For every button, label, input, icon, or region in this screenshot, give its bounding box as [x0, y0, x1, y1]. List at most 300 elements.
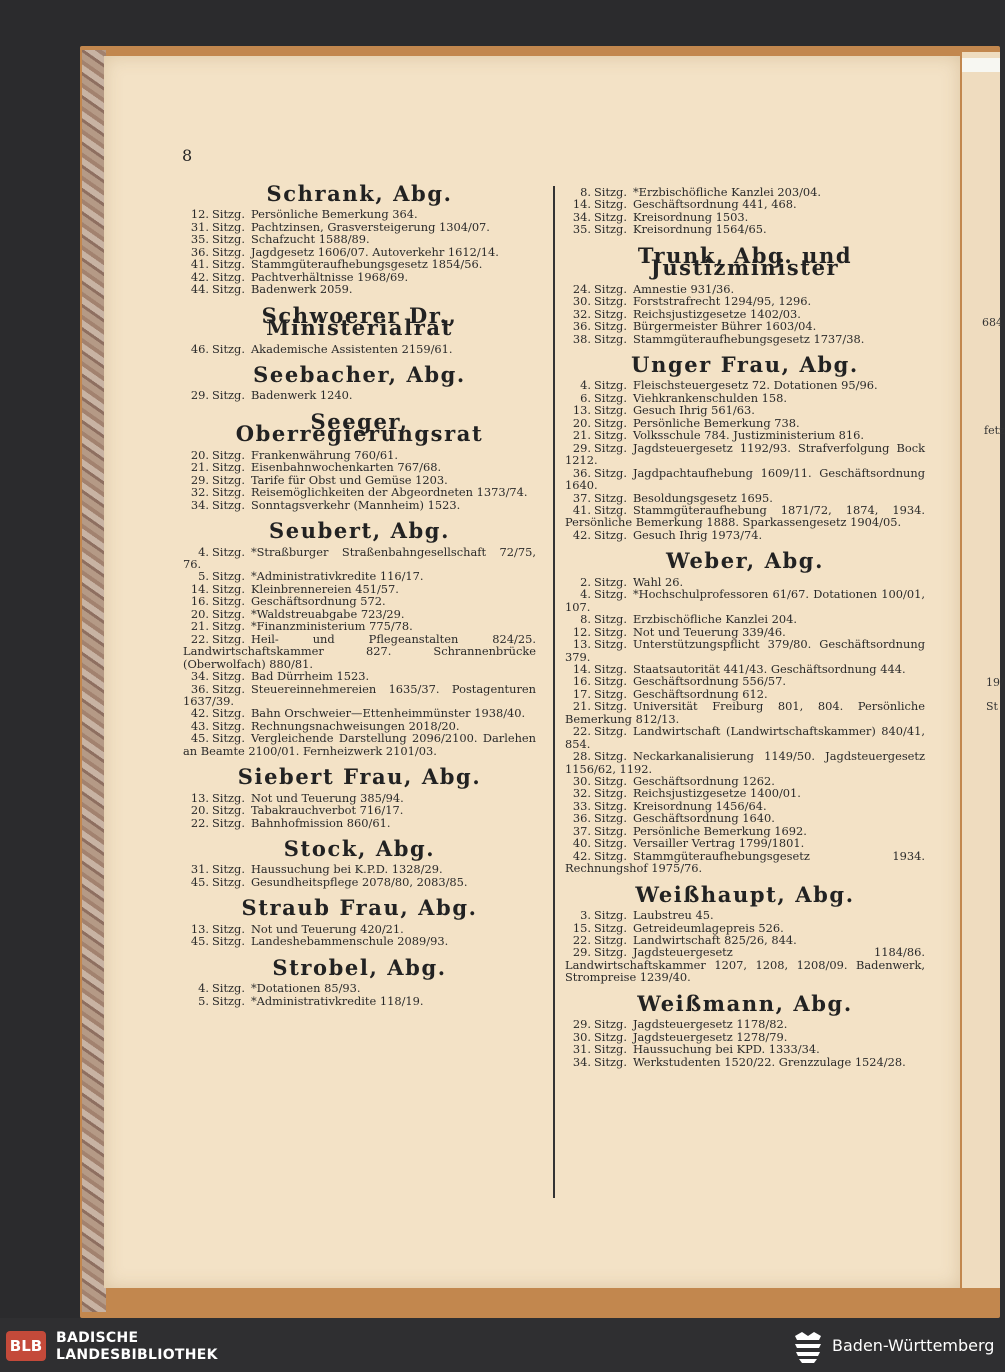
- session-reference: [565, 638, 925, 663]
- session-number: 14.: [190, 581, 209, 596]
- entry-heading: Siebert Frau, Abg.: [237, 764, 482, 790]
- topic-text: Gesundheitspflege 2078/80, 2083/85.: [250, 874, 468, 889]
- page-number: 8: [182, 146, 193, 165]
- blb-logo[interactable]: BLB: [6, 1331, 46, 1361]
- session-label: Sitzg.: [212, 460, 245, 475]
- column-divider: [553, 186, 555, 1198]
- session-label: Sitzg.: [212, 485, 245, 500]
- session-label: Sitzg.: [594, 637, 627, 652]
- session-reference: [183, 343, 536, 355]
- topic-text: Pachtverhältnisse 1968/69.: [250, 269, 409, 284]
- session-reference: [183, 683, 536, 708]
- topic-text: Tarife für Obst und Gemüse 1203.: [250, 472, 448, 487]
- session-number: 46.: [190, 341, 209, 356]
- session-number: 30.: [572, 1029, 591, 1044]
- topic-text: Persönliche Bemerkung 738.: [632, 415, 800, 430]
- topic-text: Wahl 26.: [632, 574, 684, 589]
- session-number: 13.: [190, 921, 209, 936]
- topic-text: Haussuchung bei KPD. 1333/34.: [632, 1042, 820, 1057]
- session-reference: [183, 499, 536, 511]
- session-label: Sitzg.: [594, 798, 627, 813]
- session-number: 14.: [572, 661, 591, 676]
- topic-text: Geschäftsordnung 572.: [250, 594, 386, 609]
- session-reference: [565, 333, 925, 345]
- index-entry: [565, 186, 925, 236]
- session-number: 29.: [572, 1017, 591, 1032]
- session-reference: [565, 850, 925, 875]
- session-label: Sitzg.: [212, 631, 245, 646]
- topic-text: Jagdsteuergesetz 1278/79.: [632, 1029, 788, 1044]
- session-label: Sitzg.: [212, 497, 245, 512]
- session-label: Sitzg.: [594, 502, 627, 517]
- session-number: 22.: [190, 815, 209, 830]
- topic-text: Geschäftsordnung 1262.: [632, 774, 775, 789]
- topic-text: Forststrafrecht 1294/95, 1296.: [632, 294, 812, 309]
- entry-heading: Seeger, Oberregierungsrat: [235, 408, 484, 447]
- session-reference: [183, 633, 536, 670]
- entry-heading: Schwoerer Dr., Ministerialrat: [261, 302, 458, 341]
- session-label: Sitzg.: [594, 836, 627, 851]
- topic-text: *Administrativkredite 116/17.: [250, 569, 424, 584]
- session-label: Sitzg.: [212, 803, 245, 818]
- session-number: 31.: [190, 219, 209, 234]
- session-label: Sitzg.: [594, 294, 627, 309]
- topic-text: Jagdpachtaufhebung 1609/11. Geschäftsordnung 1640.: [565, 465, 925, 493]
- session-label: Sitzg.: [212, 594, 245, 609]
- session-number: 43.: [190, 718, 209, 733]
- topic-text: Eisenbahnwochenkarten 767/68.: [250, 460, 442, 475]
- session-number: 8.: [580, 612, 591, 627]
- topic-text: Neckarkanalisierung 1149/50. Jagdsteuergesetz 1156/62, 1192.: [565, 749, 925, 776]
- session-label: Sitzg.: [594, 1042, 627, 1057]
- session-number: 38.: [572, 331, 591, 346]
- session-label: Sitzg.: [212, 207, 245, 222]
- session-number: 24.: [572, 281, 591, 296]
- topic-text: *Finanzministerium 775/78.: [250, 619, 413, 634]
- session-number: 29.: [190, 388, 209, 403]
- topic-text: Reisemöglichkeiten der Abgeordneten 1373/74.: [250, 485, 528, 500]
- session-label: Sitzg.: [212, 606, 245, 621]
- topic-text: Viehkrankenschulden 158.: [632, 390, 788, 405]
- next-page-fragment: fetz: [984, 424, 1005, 437]
- topic-text: Akademische Assistenten 2159/61.: [250, 341, 453, 356]
- topic-text: Volksschule 784. Justizministerium 816.: [632, 428, 865, 443]
- index-entry: [183, 181, 536, 297]
- session-label: Sitzg.: [594, 1029, 627, 1044]
- session-number: 8.: [580, 185, 591, 199]
- session-label: Sitzg.: [594, 811, 627, 826]
- topic-text: Not und Teuerung 420/21.: [250, 921, 404, 936]
- session-label: Sitzg.: [212, 282, 245, 297]
- session-number: 13.: [572, 637, 591, 652]
- index-entry: [183, 302, 536, 356]
- page-tab: [962, 58, 1000, 72]
- topic-text: Frankenwährung 760/61.: [250, 447, 398, 462]
- topic-text: Jagdsteuergesetz 1192/93. Strafverfolgung Bock 1212.: [565, 440, 925, 468]
- session-label: Sitzg.: [594, 281, 627, 296]
- session-number: 32.: [190, 485, 209, 500]
- next-page-fragment: 684: [982, 316, 1003, 329]
- next-page-fragment: 19/: [986, 676, 1004, 689]
- index-entry: [183, 361, 536, 403]
- session-label: Sitzg.: [594, 920, 627, 935]
- topic-text: Landeshebammenschule 2089/93.: [250, 934, 449, 949]
- topic-text: Schafzucht 1588/89.: [250, 232, 370, 247]
- topic-text: Amnestie 931/36.: [632, 281, 735, 296]
- index-entry: [183, 836, 536, 889]
- topic-text: Pachtzinsen, Grasversteigerung 1304/07.: [250, 219, 490, 234]
- topic-text: Not und Teuerung 339/46.: [632, 624, 786, 639]
- session-number: 34.: [572, 1054, 591, 1069]
- index-entry: [565, 351, 925, 542]
- topic-text: Badenwerk 2059.: [250, 282, 353, 297]
- topic-text: Persönliche Bemerkung 1692.: [632, 823, 807, 838]
- topic-text: Vergleichende Darstellung 2096/2100. Darlehen an Beamte 2100/01. Fernheizwerk 2101/03.: [183, 731, 536, 758]
- session-number: 13.: [572, 403, 591, 418]
- session-number: 20.: [190, 803, 209, 818]
- session-number: 42.: [190, 706, 209, 721]
- topic-text: Geschäftsordnung 612.: [632, 686, 768, 701]
- session-number: 37.: [572, 490, 591, 505]
- session-label: Sitzg.: [594, 823, 627, 838]
- index-entry: [565, 881, 925, 985]
- topic-text: Jagdgesetz 1606/07. Autoverkehr 1612/14.: [250, 244, 499, 259]
- topic-text: *Dotationen 85/93.: [250, 981, 361, 996]
- session-number: 34.: [572, 209, 591, 224]
- session-number: 20.: [572, 415, 591, 430]
- session-reference: [565, 529, 925, 541]
- entry-heading: Unger Frau, Abg.: [631, 351, 859, 377]
- session-reference: [565, 223, 925, 235]
- session-number: 45.: [190, 874, 209, 889]
- session-number: 29.: [572, 945, 591, 960]
- session-label: Sitzg.: [212, 981, 245, 996]
- session-number: 42.: [190, 269, 209, 284]
- session-number: 2.: [580, 574, 591, 589]
- session-number: 36.: [190, 244, 209, 259]
- topic-text: Stammgüteraufhebung 1871/72, 1874, 1934. Persönliche Bemerkung 1888. Sparkassengesetz 1904/05.: [565, 502, 925, 530]
- session-reference: [565, 700, 925, 725]
- session-label: Sitzg.: [212, 581, 245, 596]
- topic-text: Tabakrauchverbot 716/17.: [250, 803, 404, 818]
- session-label: Sitzg.: [594, 185, 627, 199]
- topic-text: Rechnungsnachweisungen 2018/20.: [250, 718, 460, 733]
- coat-of-arms-icon: [792, 1330, 824, 1364]
- session-reference: [565, 442, 925, 467]
- index-entry: [183, 954, 536, 1008]
- session-label: Sitzg.: [594, 933, 627, 948]
- session-label: Sitzg.: [594, 1054, 627, 1069]
- topic-text: Geschäftsordnung 556/57.: [632, 674, 786, 689]
- session-number: 4.: [198, 981, 209, 996]
- session-number: 44.: [190, 282, 209, 297]
- session-number: 36.: [190, 681, 209, 696]
- topic-text: Geschäftsordnung 1640.: [632, 811, 775, 826]
- session-reference: [565, 946, 925, 983]
- session-number: 6.: [580, 390, 591, 405]
- state-name[interactable]: Baden-Württemberg: [832, 1336, 995, 1355]
- index-entry: [565, 548, 925, 876]
- topic-text: *Hochschulprofessoren 61/67. Dotationen 100/01, 107.: [565, 587, 925, 614]
- session-number: 22.: [572, 933, 591, 948]
- session-number: 45.: [190, 934, 209, 949]
- session-label: Sitzg.: [594, 686, 627, 701]
- session-label: Sitzg.: [212, 921, 245, 936]
- session-label: Sitzg.: [212, 244, 245, 259]
- session-label: Sitzg.: [594, 661, 627, 676]
- session-number: 29.: [190, 472, 209, 487]
- session-reference: [565, 725, 925, 750]
- session-number: 31.: [190, 862, 209, 877]
- session-number: 20.: [190, 447, 209, 462]
- topic-text: Staatsautorität 441/43. Geschäftsordnung 444.: [632, 661, 906, 676]
- session-number: 34.: [190, 497, 209, 512]
- session-label: Sitzg.: [594, 527, 627, 542]
- session-label: Sitzg.: [212, 569, 245, 584]
- session-reference: [565, 467, 925, 492]
- session-reference: [183, 817, 536, 829]
- session-label: Sitzg.: [594, 490, 627, 505]
- session-number: 21.: [572, 428, 591, 443]
- session-label: Sitzg.: [212, 388, 245, 403]
- session-number: 34.: [190, 669, 209, 684]
- index-entry: [183, 895, 536, 949]
- session-number: 13.: [190, 790, 209, 805]
- session-label: Sitzg.: [212, 219, 245, 234]
- topic-text: Heil- und Pflegeanstalten 824/25. Landwirtschaftskammer 827. Schrannenbrücke (Oberwolfach) 880/81.: [183, 631, 536, 671]
- session-reference: [183, 283, 536, 295]
- session-reference: [183, 935, 536, 947]
- session-label: Sitzg.: [212, 706, 245, 721]
- session-number: 31.: [572, 1042, 591, 1057]
- session-label: Sitzg.: [212, 681, 245, 696]
- session-number: 16.: [572, 674, 591, 689]
- session-label: Sitzg.: [212, 619, 245, 634]
- session-number: 4.: [580, 378, 591, 393]
- index-entry: [565, 990, 925, 1069]
- topic-text: Versailler Vertrag 1799/1801.: [632, 836, 805, 851]
- topic-text: Gesuch Ihrig 1973/74.: [632, 527, 763, 542]
- session-label: Sitzg.: [594, 331, 627, 346]
- entry-heading: Seebacher, Abg.: [253, 361, 466, 387]
- next-page-fragment: St: [986, 700, 998, 713]
- next-page-edge: [962, 52, 1005, 1288]
- entry-heading: Strobel, Abg.: [272, 954, 447, 980]
- session-reference: [565, 750, 925, 775]
- session-number: 35.: [572, 222, 591, 237]
- session-label: Sitzg.: [212, 862, 245, 877]
- session-number: 35.: [190, 232, 209, 247]
- topic-text: Laubstreu 45.: [632, 908, 714, 923]
- session-label: Sitzg.: [594, 574, 627, 589]
- session-label: Sitzg.: [212, 731, 245, 746]
- session-number: 30.: [572, 294, 591, 309]
- topic-text: Gesuch Ihrig 561/63.: [632, 403, 755, 418]
- topic-text: Fleischsteuergesetz 72. Dotationen 95/96.: [632, 378, 878, 393]
- session-label: Sitzg.: [594, 403, 627, 418]
- session-reference: [183, 876, 536, 888]
- right-column: [565, 186, 925, 1082]
- entry-heading: Weber, Abg.: [665, 548, 824, 574]
- session-number: 36.: [572, 465, 591, 480]
- session-label: Sitzg.: [594, 908, 627, 923]
- topic-text: Jagdsteuergesetz 1178/82.: [632, 1017, 788, 1032]
- session-label: Sitzg.: [212, 269, 245, 284]
- entry-heading: Schrank, Abg.: [266, 181, 453, 206]
- session-number: 5.: [198, 569, 209, 584]
- topic-text: Stammgüteraufhebungsgesetz 1737/38.: [632, 331, 865, 346]
- topic-text: Jagdsteuergesetz 1184/86. Landwirtschaftskammer 1207, 1208, 1208/09. Badenwerk, Strompreise 1239/40.: [565, 945, 925, 985]
- session-label: Sitzg.: [212, 232, 245, 247]
- session-label: Sitzg.: [212, 993, 245, 1008]
- topic-text: Bad Dürrheim 1523.: [250, 669, 370, 684]
- topic-text: Kreisordnung 1456/64.: [632, 798, 767, 813]
- entry-heading: Trunk, Abg. und Justizminister: [637, 242, 853, 281]
- session-label: Sitzg.: [212, 874, 245, 889]
- session-label: Sitzg.: [594, 624, 627, 639]
- topic-text: Geschäftsordnung 441, 468.: [632, 197, 797, 212]
- session-label: Sitzg.: [212, 341, 245, 356]
- session-label: Sitzg.: [594, 774, 627, 789]
- session-label: Sitzg.: [212, 447, 245, 462]
- session-number: 40.: [572, 836, 591, 851]
- session-number: 36.: [572, 811, 591, 826]
- session-number: 32.: [572, 786, 591, 801]
- session-number: 29.: [572, 440, 591, 455]
- session-number: 20.: [190, 606, 209, 621]
- topic-text: *Erzbischöfliche Kanzlei 203/04.: [632, 185, 822, 199]
- session-label: Sitzg.: [594, 1017, 627, 1032]
- topic-text: Haussuchung bei K.P.D. 1328/29.: [250, 862, 443, 877]
- entry-heading: Straub Frau, Abg.: [241, 895, 478, 921]
- session-label: Sitzg.: [594, 674, 627, 689]
- session-number: 42.: [572, 848, 591, 863]
- topic-text: Stammgüteraufhebungsgesetz 1854/56.: [250, 257, 483, 272]
- topic-text: Not und Teuerung 385/94.: [250, 790, 404, 805]
- topic-text: Bürgermeister Bührer 1603/04.: [632, 319, 817, 334]
- topic-text: Bahn Orschweier—Ettenheimmünster 1938/40.: [250, 706, 526, 721]
- session-label: Sitzg.: [594, 415, 627, 430]
- session-number: 16.: [190, 594, 209, 609]
- session-label: Sitzg.: [594, 390, 627, 405]
- library-name[interactable]: [56, 1330, 218, 1364]
- session-number: 21.: [190, 460, 209, 475]
- session-number: 36.: [572, 319, 591, 334]
- session-number: 37.: [572, 823, 591, 838]
- entry-heading: Weißhaupt, Abg.: [635, 881, 855, 907]
- session-label: Sitzg.: [594, 319, 627, 334]
- session-label: Sitzg.: [212, 472, 245, 487]
- session-number: 12.: [572, 624, 591, 639]
- session-number: 22.: [572, 724, 591, 739]
- session-reference: [183, 995, 536, 1007]
- entry-heading: Weißmann, Abg.: [637, 990, 853, 1016]
- session-number: 21.: [190, 619, 209, 634]
- session-label: Sitzg.: [212, 257, 245, 272]
- session-label: Sitzg.: [212, 815, 245, 830]
- session-number: 5.: [198, 993, 209, 1008]
- topic-text: Reichsjustizgesetze 1402/03.: [632, 306, 801, 321]
- index-entry: [565, 242, 925, 346]
- topic-text: Persönliche Bemerkung 364.: [250, 207, 418, 222]
- session-label: Sitzg.: [212, 669, 245, 684]
- topic-text: Erzbischöfliche Kanzlei 204.: [632, 612, 798, 627]
- index-entry: [183, 408, 536, 512]
- session-number: 28.: [572, 749, 591, 764]
- topic-text: Getreideumlagepreis 526.: [632, 920, 784, 935]
- session-label: Sitzg.: [594, 197, 627, 212]
- marbled-spine: [82, 50, 106, 1312]
- topic-text: Reichsjustizgesetze 1400/01.: [632, 786, 801, 801]
- topic-text: Stammgüteraufhebungsgesetz 1934. Rechnungshof 1975/76.: [565, 848, 925, 876]
- session-label: Sitzg.: [594, 724, 627, 739]
- session-number: 12.: [190, 207, 209, 222]
- session-number: 4.: [580, 587, 591, 602]
- topic-text: Sonntagsverkehr (Mannheim) 1523.: [250, 497, 461, 512]
- session-reference: [565, 504, 925, 529]
- topic-text: Universität Freiburg 801, 804. Persönliche Bemerkung 812/13.: [565, 699, 925, 726]
- topic-text: Besoldungsgesetz 1695.: [632, 490, 773, 505]
- index-entry: [183, 764, 536, 830]
- entry-heading: Seubert, Abg.: [269, 518, 450, 544]
- topic-text: Kleinbrennereien 451/57.: [250, 581, 399, 596]
- session-reference: [183, 546, 536, 571]
- topic-text: Landwirtschaft (Landwirtschaftskammer) 840/41, 854.: [565, 724, 925, 751]
- session-number: 41.: [572, 502, 591, 517]
- session-label: Sitzg.: [594, 209, 627, 224]
- session-label: Sitzg.: [212, 718, 245, 733]
- session-label: Sitzg.: [212, 934, 245, 949]
- session-label: Sitzg.: [594, 440, 627, 455]
- session-number: 4.: [198, 544, 209, 559]
- topic-text: Werkstudenten 1520/22. Grenzzulage 1524/28.: [632, 1054, 906, 1069]
- index-entry: [183, 518, 536, 758]
- session-number: 30.: [572, 774, 591, 789]
- session-label: Sitzg.: [594, 945, 627, 960]
- session-label: Sitzg.: [594, 612, 627, 627]
- left-column: [183, 182, 536, 1021]
- topic-text: *Administrativkredite 118/19.: [250, 993, 424, 1008]
- topic-text: Kreisordnung 1564/65.: [632, 222, 767, 237]
- topic-text: *Waldstreuabgabe 723/29.: [250, 606, 405, 621]
- session-number: 42.: [572, 527, 591, 542]
- session-number: 3.: [580, 908, 591, 923]
- session-number: 22.: [190, 631, 209, 646]
- session-number: 15.: [572, 920, 591, 935]
- session-label: Sitzg.: [594, 587, 627, 602]
- topic-text: Bahnhofmission 860/61.: [250, 815, 391, 830]
- topic-text: Landwirtschaft 825/26, 844.: [632, 933, 797, 948]
- session-label: Sitzg.: [594, 699, 627, 714]
- session-number: 45.: [190, 731, 209, 746]
- session-reference: [183, 732, 536, 757]
- session-reference: [183, 389, 536, 401]
- session-label: Sitzg.: [594, 428, 627, 443]
- session-label: Sitzg.: [594, 749, 627, 764]
- topic-text: Badenwerk 1240.: [250, 388, 353, 403]
- session-label: Sitzg.: [212, 544, 245, 559]
- session-reference: [565, 1056, 925, 1068]
- session-label: Sitzg.: [594, 465, 627, 480]
- session-number: 32.: [572, 306, 591, 321]
- library-name-line2: LANDESBIBLIOTHEK: [56, 1347, 218, 1363]
- session-number: 17.: [572, 686, 591, 701]
- session-label: Sitzg.: [594, 306, 627, 321]
- topic-text: *Straßburger Straßenbahngesellschaft 72/75, 76.: [183, 544, 536, 571]
- topic-text: Steuereinnehmereien 1635/37. Postagenturen 1637/39.: [183, 681, 536, 708]
- topic-text: Unterstützungspflicht 379/80. Geschäftsordnung 379.: [565, 637, 925, 664]
- library-name-line1: BADISCHE: [56, 1330, 139, 1346]
